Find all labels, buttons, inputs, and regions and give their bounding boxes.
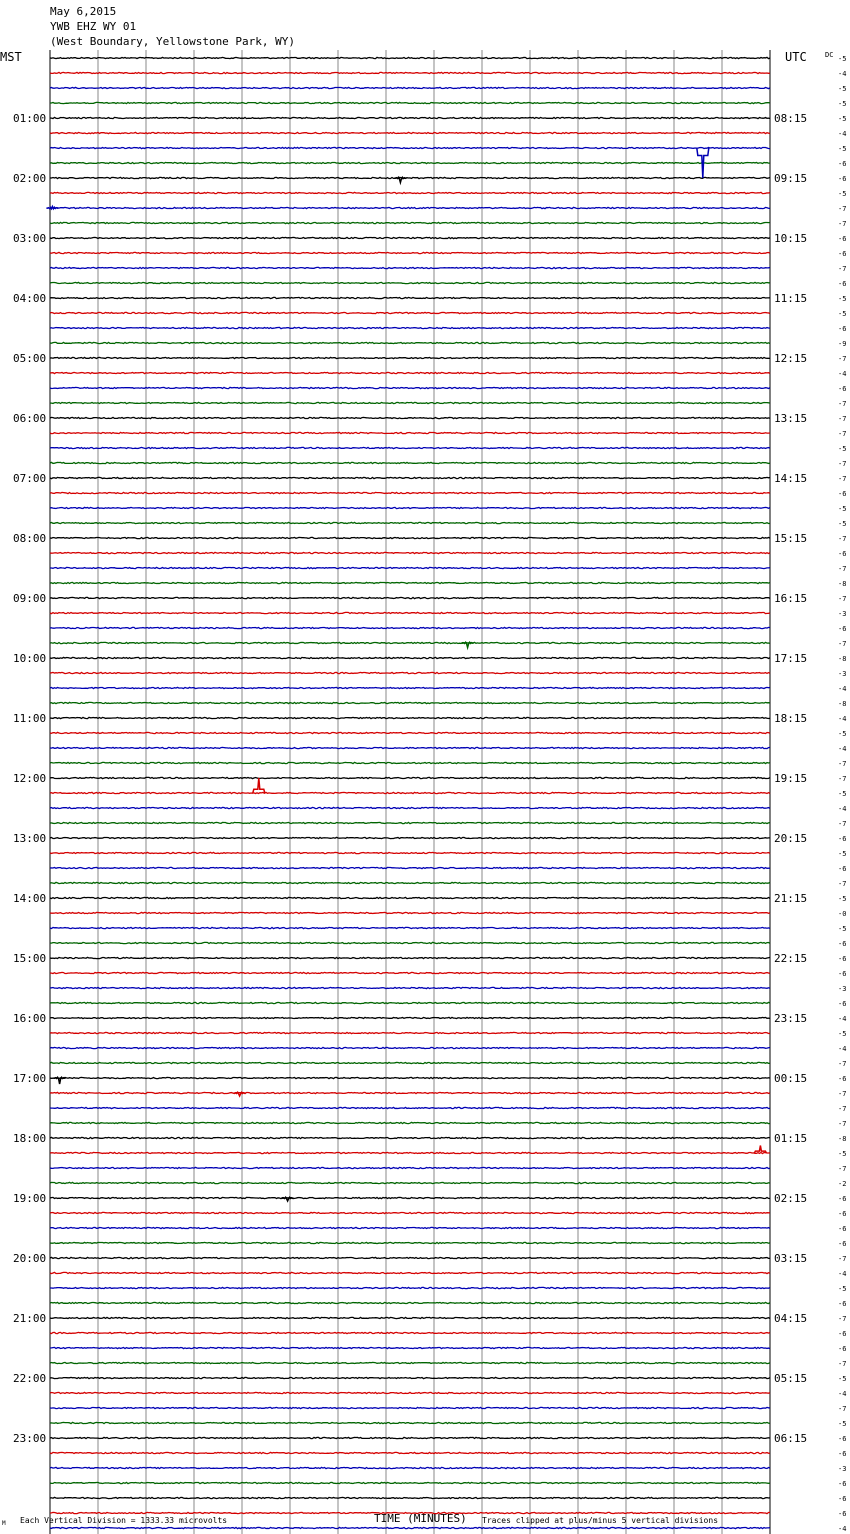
dc-offset-label: -4 [838,715,847,723]
dc-offset-label: -5 [838,115,847,123]
dc-offset-label: -4 [838,805,847,813]
trace-31 [50,522,770,523]
left-hour-label: 18:00 [13,1132,47,1145]
left-hour-label: 04:00 [13,292,47,305]
dc-offset-label: -4 [838,1390,847,1398]
trace-12 [50,237,770,238]
trace-81 [50,1272,770,1273]
event-spike [754,1146,766,1154]
dc-offset-label: -7 [838,1105,847,1113]
trace-63 [50,1002,770,1003]
left-hour-label: 22:00 [13,1372,47,1385]
dc-offset-label: -7 [838,1120,847,1128]
left-hour-label: 09:00 [13,592,47,605]
dc-offset-label: -4 [838,1015,847,1023]
event-group [46,148,766,1201]
trace-61 [50,972,770,973]
trace-45 [50,732,770,733]
trace-55 [50,882,770,883]
right-hour-label: 16:15 [774,592,808,605]
right-timezone-label: UTC [785,50,807,64]
dc-offset-label: -4 [838,1270,847,1278]
event-spike [253,778,265,793]
left-hour-label: 19:00 [13,1192,47,1205]
right-hour-label: 01:15 [774,1132,808,1145]
right-hour-label: 11:15 [774,292,808,305]
trace-90 [50,1407,770,1408]
dc-offset-label: -6 [838,490,847,498]
trace-69 [50,1092,770,1093]
dc-offset-label: -6 [838,1225,847,1233]
dc-offset-label: -3 [838,1465,847,1473]
dc-offset-label: -5 [838,310,847,318]
dc-offset-label: -7 [838,460,847,468]
dc-offset-label: -6 [838,1210,847,1218]
dc-offset-label: -7 [838,355,847,363]
trace-43 [50,702,770,703]
dc-offset-label: -5 [838,190,847,198]
trace-27 [50,462,770,463]
grid-lines [50,50,770,1534]
trace-79 [50,1242,770,1243]
dc-offset-label: -6 [838,1000,847,1008]
trace-57 [50,912,770,913]
dc-offset-label: -5 [838,520,847,528]
left-hour-label: 03:00 [13,232,47,245]
left-hour-label: 10:00 [13,652,47,665]
right-hour-label: 14:15 [774,472,808,485]
trace-16 [50,297,770,298]
dc-offset-label: -4 [838,685,847,693]
left-hour-label: 15:00 [13,952,47,965]
trace-95 [50,1482,770,1483]
trace-39 [50,642,770,643]
dc-offset-label: -5 [838,790,847,798]
trace-80 [50,1257,770,1258]
dc-offset-label: -5 [838,295,847,303]
left-hour-label: 05:00 [13,352,47,365]
dc-offset-label: -6 [838,1450,847,1458]
trace-33 [50,552,770,553]
dc-offset-label: -3 [838,610,847,618]
trace-65 [50,1032,770,1033]
dc-offset-label: -4 [838,1525,847,1533]
dc-offset-label: -5 [838,505,847,513]
trace-88 [50,1377,770,1378]
dc-offset-label: -3 [838,670,847,678]
dc-offset-label: -2 [838,1180,847,1188]
right-hour-label: 13:15 [774,412,808,425]
dc-offset-label: -4 [838,1045,847,1053]
dc-offset-label: -5 [838,1150,847,1158]
trace-92 [50,1437,770,1438]
trace-84 [50,1317,770,1318]
dc-offset-label: -5 [838,850,847,858]
right-hour-label: 15:15 [774,532,808,545]
dc-offset-label: -7 [838,220,847,228]
trace-62 [50,987,770,988]
dc-offset-label: -6 [838,940,847,948]
trace-23 [50,402,770,403]
dc-offset-label: -7 [838,595,847,603]
station-location: (West Boundary, Yellowstone Park, WY) [50,35,296,48]
trace-41 [50,672,770,673]
dc-offset-label: -6 [838,385,847,393]
trace-64 [50,1017,770,1018]
dc-offset-label: -5 [838,730,847,738]
x-axis-label: TIME (MINUTES) [374,1512,467,1525]
dc-offset-label: -6 [838,235,847,243]
trace-93 [50,1452,770,1453]
trace-28 [50,477,770,478]
trace-35 [50,582,770,583]
trace-21 [50,372,770,373]
left-hour-label: 01:00 [13,112,47,125]
trace-5 [50,132,770,133]
left-hour-label: 11:00 [13,712,47,725]
dc-offset-label: -5 [838,925,847,933]
dc-offset-label: -7 [838,775,847,783]
trace-37 [50,612,770,613]
left-hour-label: 21:00 [13,1312,47,1325]
dc-offset-label: -4 [838,70,847,78]
dc-offset-label: -8 [838,655,847,663]
right-hour-label: 04:15 [774,1312,808,1325]
dc-offset-label: -5 [838,895,847,903]
dc-offset-label: -7 [838,1360,847,1368]
dc-offset-label: -4 [838,130,847,138]
trace-15 [50,282,770,283]
dc-offset-label: -7 [838,1315,847,1323]
dc-offset-label: -5 [838,1030,847,1038]
dc-offset-label: -6 [838,325,847,333]
dc-offset-label: -7 [838,1090,847,1098]
trace-22 [50,387,770,388]
dc-offset-label: -5 [838,1285,847,1293]
trace-68 [50,1077,770,1078]
dc-offset-label: -5 [838,445,847,453]
trace-2 [50,87,770,88]
dc-offset-label: -6 [838,280,847,288]
trace-72 [50,1137,770,1138]
trace-8 [50,177,770,178]
dc-offset-label: -6 [838,970,847,978]
footer-scale-note: Each Vertical Division = 1333.33 microvolts [20,1516,228,1525]
left-hour-label: 07:00 [13,472,47,485]
trace-70 [50,1107,770,1108]
dc-offset-label: -7 [838,880,847,888]
trace-44 [50,717,770,718]
dc-offset-label: -5 [838,145,847,153]
trace-58 [50,927,770,928]
dc-offset-label: -6 [838,865,847,873]
trace-7 [50,162,770,163]
trace-56 [50,897,770,898]
dc-offset-label: -7 [838,535,847,543]
dc-offset-label: -6 [838,835,847,843]
trace-51 [50,822,770,823]
left-hour-label: 02:00 [13,172,47,185]
trace-0 [50,57,770,58]
trace-11 [50,222,770,223]
dc-offset-label: -7 [838,1405,847,1413]
dc-offset-label: -5 [838,55,847,63]
trace-96 [50,1497,770,1498]
trace-38 [50,627,770,628]
trace-14 [50,267,770,268]
trace-75 [50,1182,770,1183]
right-hour-label: 17:15 [774,652,808,665]
trace-9 [50,192,770,193]
trace-73 [50,1152,770,1153]
right-hour-label: 03:15 [774,1252,808,1265]
dc-label: DC [825,51,834,59]
dc-offset-label: -7 [838,640,847,648]
dc-offset-label: -7 [838,565,847,573]
trace-47 [50,762,770,763]
dc-offset-label: -0 [838,910,847,918]
dc-offset-label: -8 [838,580,847,588]
trace-89 [50,1392,770,1393]
trace-85 [50,1332,770,1333]
trace-6 [50,147,770,148]
dc-offset-label: -5 [838,100,847,108]
left-hour-label: 14:00 [13,892,47,905]
dc-offset-label: -3 [838,985,847,993]
left-hour-label: 23:00 [13,1432,47,1445]
dc-offset-label: -6 [838,1240,847,1248]
trace-87 [50,1362,770,1363]
dc-offset-label: -8 [838,1135,847,1143]
station-id: YWB EHZ WY 01 [50,20,137,33]
trace-77 [50,1212,770,1213]
dc-offset-label: -7 [838,415,847,423]
trace-74 [50,1167,770,1168]
right-hour-label: 20:15 [774,832,808,845]
footer-clip-note: Traces clipped at plus/minus 5 vertical divisions [482,1516,719,1525]
trace-25 [50,432,770,433]
trace-67 [50,1062,770,1063]
dc-offset-label: -6 [838,1345,847,1353]
trace-60 [50,957,770,958]
left-hour-label: 13:00 [13,832,47,845]
dc-offset-label: -7 [838,205,847,213]
left-hour-label: 17:00 [13,1072,47,1085]
left-hour-label: 06:00 [13,412,47,425]
dc-offset-label: -6 [838,1435,847,1443]
trace-26 [50,447,770,448]
footer-left-mark: M [2,1520,6,1527]
trace-3 [50,102,770,103]
right-hour-label: 08:15 [774,112,808,125]
trace-42 [50,687,770,688]
trace-86 [50,1347,770,1348]
dc-offset-label: -7 [838,820,847,828]
label-group [0,50,846,1534]
right-hour-label: 10:15 [774,232,808,245]
dc-offset-label: -4 [838,370,847,378]
dc-offset-label: -6 [838,1495,847,1503]
right-hour-label: 02:15 [774,1192,808,1205]
plot-date: May 6,2015 [50,5,117,18]
right-hour-label: 22:15 [774,952,808,965]
trace-1 [50,72,770,73]
dc-offset-label: -7 [838,760,847,768]
trace-10 [50,207,770,208]
left-timezone-label: MST [0,50,22,64]
trace-50 [50,807,770,808]
trace-59 [50,942,770,943]
dc-offset-label: -6 [838,175,847,183]
left-hour-label: 08:00 [13,532,47,545]
trace-54 [50,867,770,868]
dc-offset-label: -5 [838,1375,847,1383]
dc-offset-label: -7 [838,475,847,483]
dc-offset-label: -6 [838,1300,847,1308]
trace-40 [50,657,770,658]
dc-offset-label: -6 [838,550,847,558]
dc-offset-label: -6 [838,1510,847,1518]
trace-46 [50,747,770,748]
dc-offset-label: -6 [838,1480,847,1488]
trace-18 [50,327,770,328]
right-hour-label: 18:15 [774,712,808,725]
trace-76 [50,1197,770,1198]
dc-offset-label: -6 [838,160,847,168]
left-hour-label: 20:00 [13,1252,47,1265]
trace-98 [50,1527,770,1528]
trace-group [50,57,770,1534]
trace-78 [50,1227,770,1228]
dc-offset-label: -7 [838,1255,847,1263]
trace-53 [50,852,770,853]
trace-32 [50,537,770,538]
trace-17 [50,312,770,313]
dc-offset-label: -8 [838,700,847,708]
dc-offset-label: -6 [838,955,847,963]
trace-30 [50,507,770,508]
dc-offset-label: -6 [838,1195,847,1203]
dc-offset-label: -7 [838,400,847,408]
right-hour-label: 06:15 [774,1432,808,1445]
dc-offset-label: -6 [838,250,847,258]
dc-offset-label: -7 [838,430,847,438]
trace-71 [50,1122,770,1123]
right-hour-label: 23:15 [774,1012,808,1025]
trace-66 [50,1047,770,1048]
left-hour-label: 12:00 [13,772,47,785]
trace-83 [50,1302,770,1303]
trace-48 [50,777,770,778]
trace-94 [50,1467,770,1468]
dc-offset-label: -6 [838,1075,847,1083]
trace-52 [50,837,770,838]
left-hour-label: 16:00 [13,1012,47,1025]
trace-29 [50,492,770,493]
trace-36 [50,597,770,598]
dc-offset-label: -4 [838,745,847,753]
dc-offset-label: -7 [838,1165,847,1173]
trace-34 [50,567,770,568]
right-hour-label: 19:15 [774,772,808,785]
trace-91 [50,1422,770,1423]
right-hour-label: 05:15 [774,1372,808,1385]
trace-20 [50,357,770,358]
right-hour-label: 21:15 [774,892,808,905]
dc-offset-label: -7 [838,265,847,273]
dc-offset-label: -5 [838,1420,847,1428]
trace-24 [50,417,770,418]
trace-13 [50,252,770,253]
dc-offset-label: -7 [838,1060,847,1068]
right-hour-label: 09:15 [774,172,808,185]
dc-offset-label: -9 [838,340,847,348]
trace-82 [50,1287,770,1288]
right-hour-label: 00:15 [774,1072,808,1085]
dc-offset-label: -6 [838,1330,847,1338]
right-hour-label: 12:15 [774,352,808,365]
dc-offset-label: -6 [838,625,847,633]
trace-4 [50,117,770,118]
trace-19 [50,342,770,343]
trace-49 [50,792,770,793]
dc-offset-label: -5 [838,85,847,93]
